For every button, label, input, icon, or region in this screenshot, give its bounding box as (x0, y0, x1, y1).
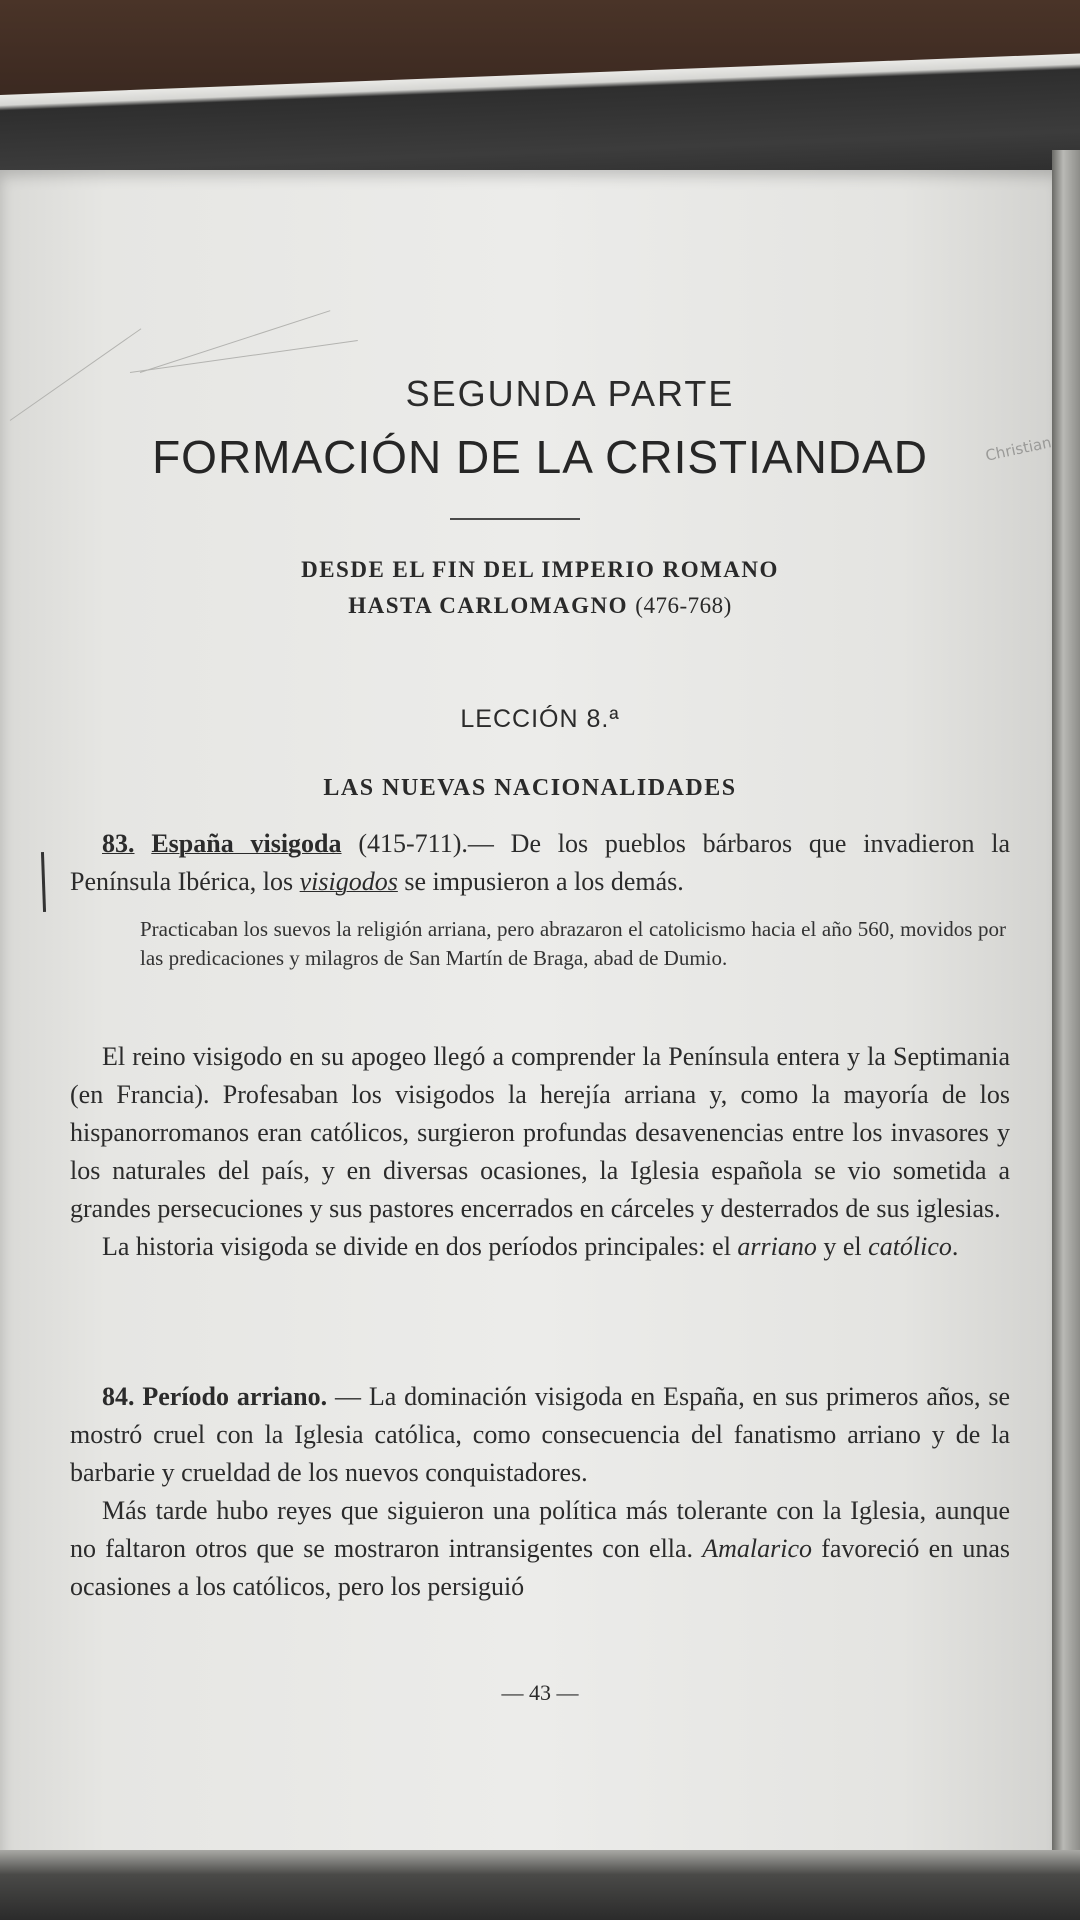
section-84-paragraph (70, 1378, 1010, 1492)
paragraph-mas-tarde (70, 1492, 1010, 1606)
italic-amalarico: Amalarico (702, 1534, 813, 1563)
paragraph-periodos (70, 1228, 1010, 1266)
section-number: 83. (102, 829, 135, 858)
title-rule (450, 518, 580, 520)
section-number: 84. (102, 1382, 135, 1411)
section-83-paragraph (70, 825, 1010, 901)
section-text: — De los pueblos bárbaros que invadieron la Península Ibérica, los (70, 829, 1011, 896)
subtitle-line-2 (210, 588, 870, 624)
section-text: — La dominación visigoda en España, en sus primeros años, se mostró cruel con la Iglesia católica, como consecuencia del fanatismo arriano y de la barbarie y crueldad de los nuevos conquistadores. (70, 1382, 1010, 1487)
section-heading: Período arriano. (142, 1382, 328, 1411)
paragraph-periodos-text: La historia visigoda se divide en dos períodos principales: el (102, 1232, 738, 1261)
section-heading: España visigoda (151, 829, 342, 858)
section-years: (415-711). (358, 829, 468, 858)
paragraph-periodos-mid: y el (816, 1232, 869, 1261)
italic-arriano: arriano (737, 1232, 817, 1261)
subtitle-years: (476-768) (635, 592, 732, 618)
book-bottom-edge (0, 1850, 1080, 1920)
section-83 (70, 825, 1010, 901)
part-label: SEGUNDA PARTE (405, 373, 735, 414)
section-84 (70, 1378, 1010, 1606)
section-text-end: se impusieron a los demás. (397, 867, 684, 896)
page-content (70, 200, 1030, 1705)
subtitle-line-1: DESDE EL FIN DEL IMPERIO ROMANO (301, 557, 779, 582)
paragraph-periodos-end: . (951, 1232, 959, 1261)
lesson-label: LECCIÓN 8.ª (460, 705, 620, 733)
italic-catolico: católico (868, 1232, 952, 1261)
paragraph-mas-tarde-end: favoreció en unas ocasiones a los católicos, pero los persiguió (70, 1534, 1010, 1601)
section-text-italic: visigodos (299, 867, 398, 896)
subtitle-line-2-text: HASTA CARLOMAGNO (348, 592, 629, 618)
main-title: FORMACIÓN DE LA CRISTIANDAD (152, 431, 928, 483)
page-right-edge (1052, 150, 1080, 1890)
section-83-note: Practicaban los suevos la religión arriana, pero abrazaron el catolicismo hacia el año 560, movidos por las predicaciones y milagros de San Martín de Braga, abad de Dumio. (140, 917, 1006, 970)
lesson-title: LAS NUEVAS NACIONALIDADES (323, 775, 737, 801)
subtitle (210, 552, 870, 623)
paragraph-reino-visigodo: El reino visigodo en su apogeo llegó a comprender la Península entera y la Septimania (en Francia). Profesaban los visigodos la herejía arriana y, como la mayoría de los hispanorromanos eran católicos, surgieron profundas desavenencias entre los invasores y los naturales del país, y en diversas ocasiones, la Iglesia española se vio sometida a grandes persecuciones y sus pastores encerrados en cárceles y desterrados de sus iglesias. (70, 1042, 1010, 1223)
handwritten-margin-note: Christian (983, 433, 1054, 465)
body-paragraphs-1 (70, 1038, 1010, 1266)
page-number: — 43 — (501, 1680, 579, 1705)
paragraph-mas-tarde-text: Más tarde hubo reyes que siguieron una política más tolerante con la Iglesia, aunque no faltaron otros que se mostraron intransigentes con ella. (70, 1496, 1010, 1563)
